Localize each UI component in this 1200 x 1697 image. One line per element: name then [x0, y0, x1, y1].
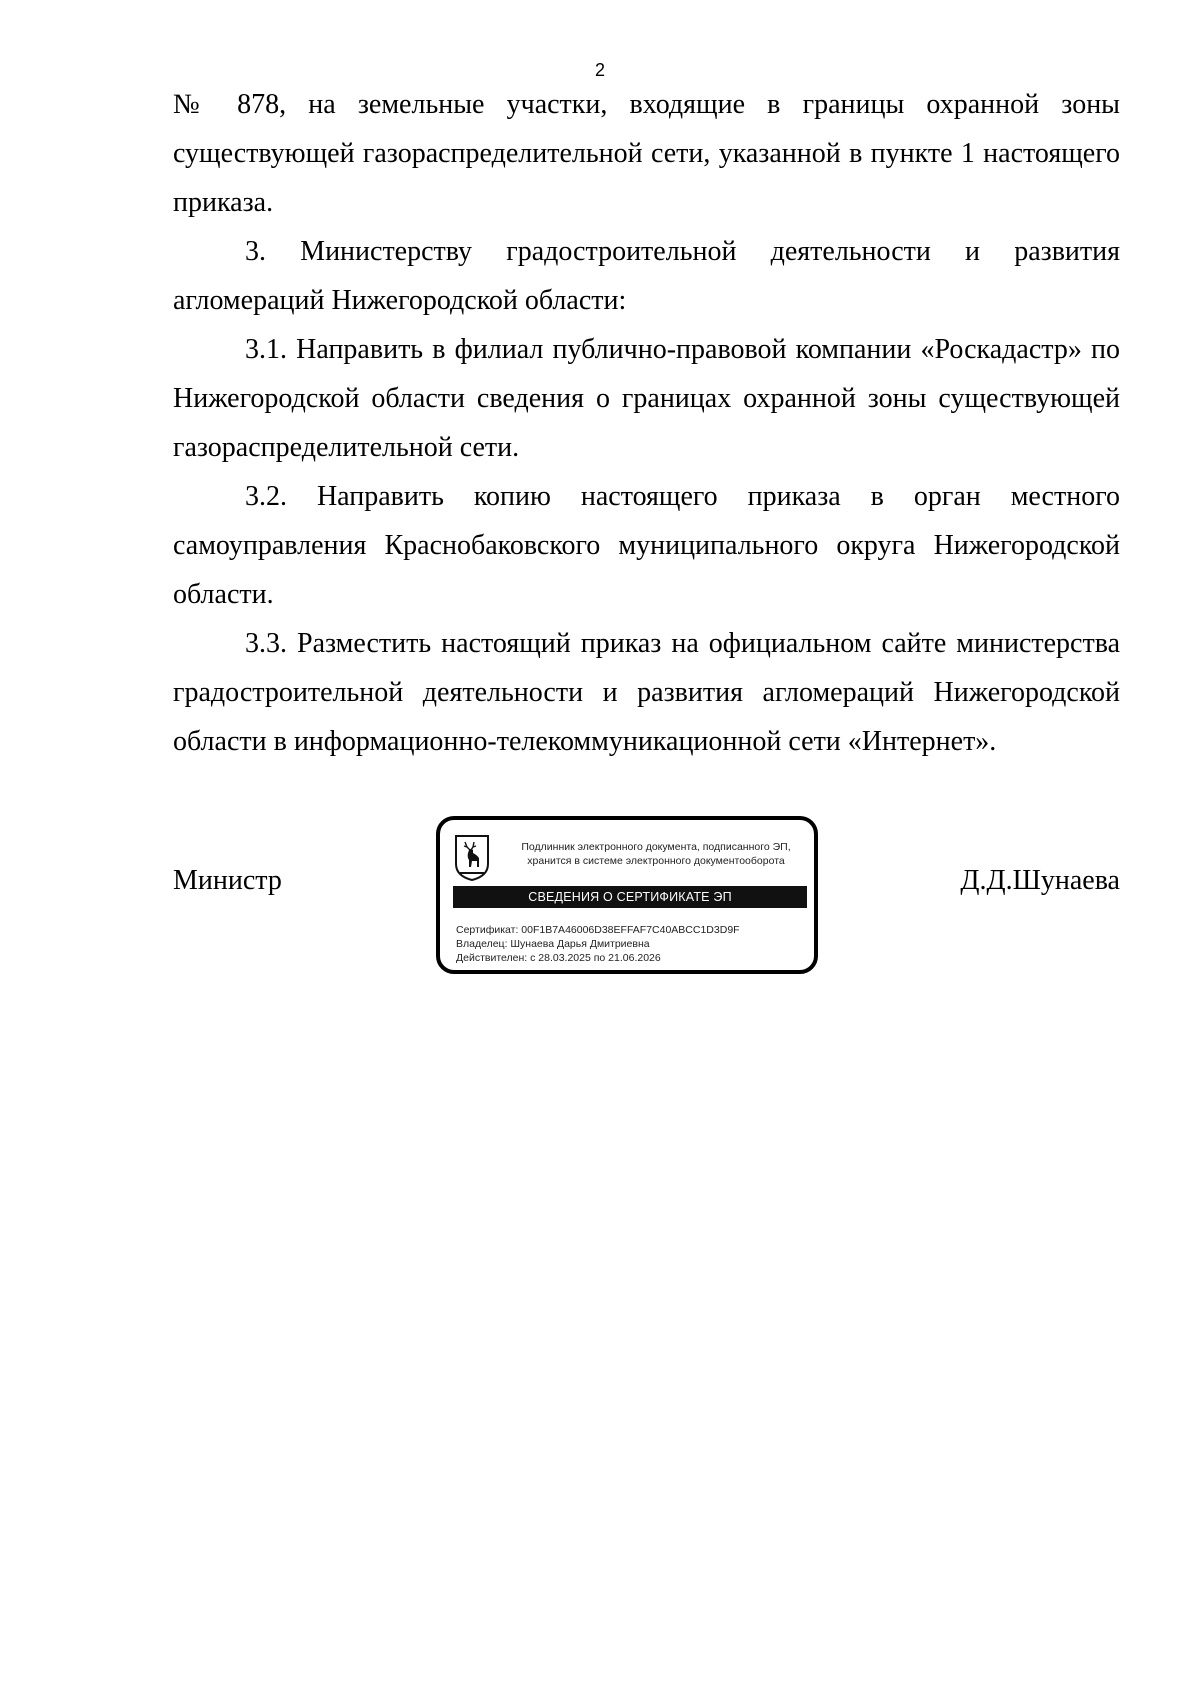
signatory-name: Д.Д.Шунаева	[960, 865, 1120, 896]
stamp-header-line: Подлинник электронного документа, подписанного ЭП,	[521, 841, 791, 853]
stamp-certificate-details	[456, 923, 806, 965]
page-number: 2	[594, 60, 605, 80]
stamp-header-line: хранится в системе электронного документооборота	[527, 855, 785, 867]
electronic-signature-stamp	[436, 816, 818, 974]
stamp-certificate-bar: СВЕДЕНИЯ О СЕРТИФИКАТЕ ЭП	[453, 886, 807, 908]
signature-block	[173, 816, 1120, 976]
paragraph-item-3-1: 3.1. Направить в филиал публично-правовой компании «Роскадастр» по Нижегородской области сведения о границах охранной зоны существующей газораспределительной сети.	[173, 334, 1120, 463]
paragraph-continuation: № 878, на земельные участки, входящие в границы охранной зоны существующей газораспределительной сети, указанной в пункте 1 настоящего приказа.	[173, 89, 1120, 218]
coat-of-arms-deer-icon	[454, 834, 490, 882]
certificate-validity: Действителен: с 28.03.2025 по 21.06.2026	[456, 952, 661, 964]
paragraph-item-3-2: 3.2. Направить копию настоящего приказа в орган местного самоуправления Краснобаковского муниципального округа Нижегородской области.	[173, 481, 1120, 610]
stamp-header	[500, 840, 812, 868]
certificate-owner: Владелец: Шунаева Дарья Дмитриевна	[456, 938, 650, 950]
paragraph-item-3: 3. Министерству градостроительной деятельности и развития агломераций Нижегородской области:	[173, 236, 1120, 316]
document-body	[173, 80, 1120, 766]
signatory-position: Министр	[173, 865, 282, 896]
paragraph-item-3-3: 3.3. Разместить настоящий приказ на официальном сайте министерства градостроительной деятельности и развития агломераций Нижегородской области в информационно-телекоммуникационной сети «Интернет».	[173, 628, 1120, 757]
certificate-number: Сертификат: 00F1B7A46006D38EFFAF7C40ABCC1D3D9F	[456, 924, 740, 936]
